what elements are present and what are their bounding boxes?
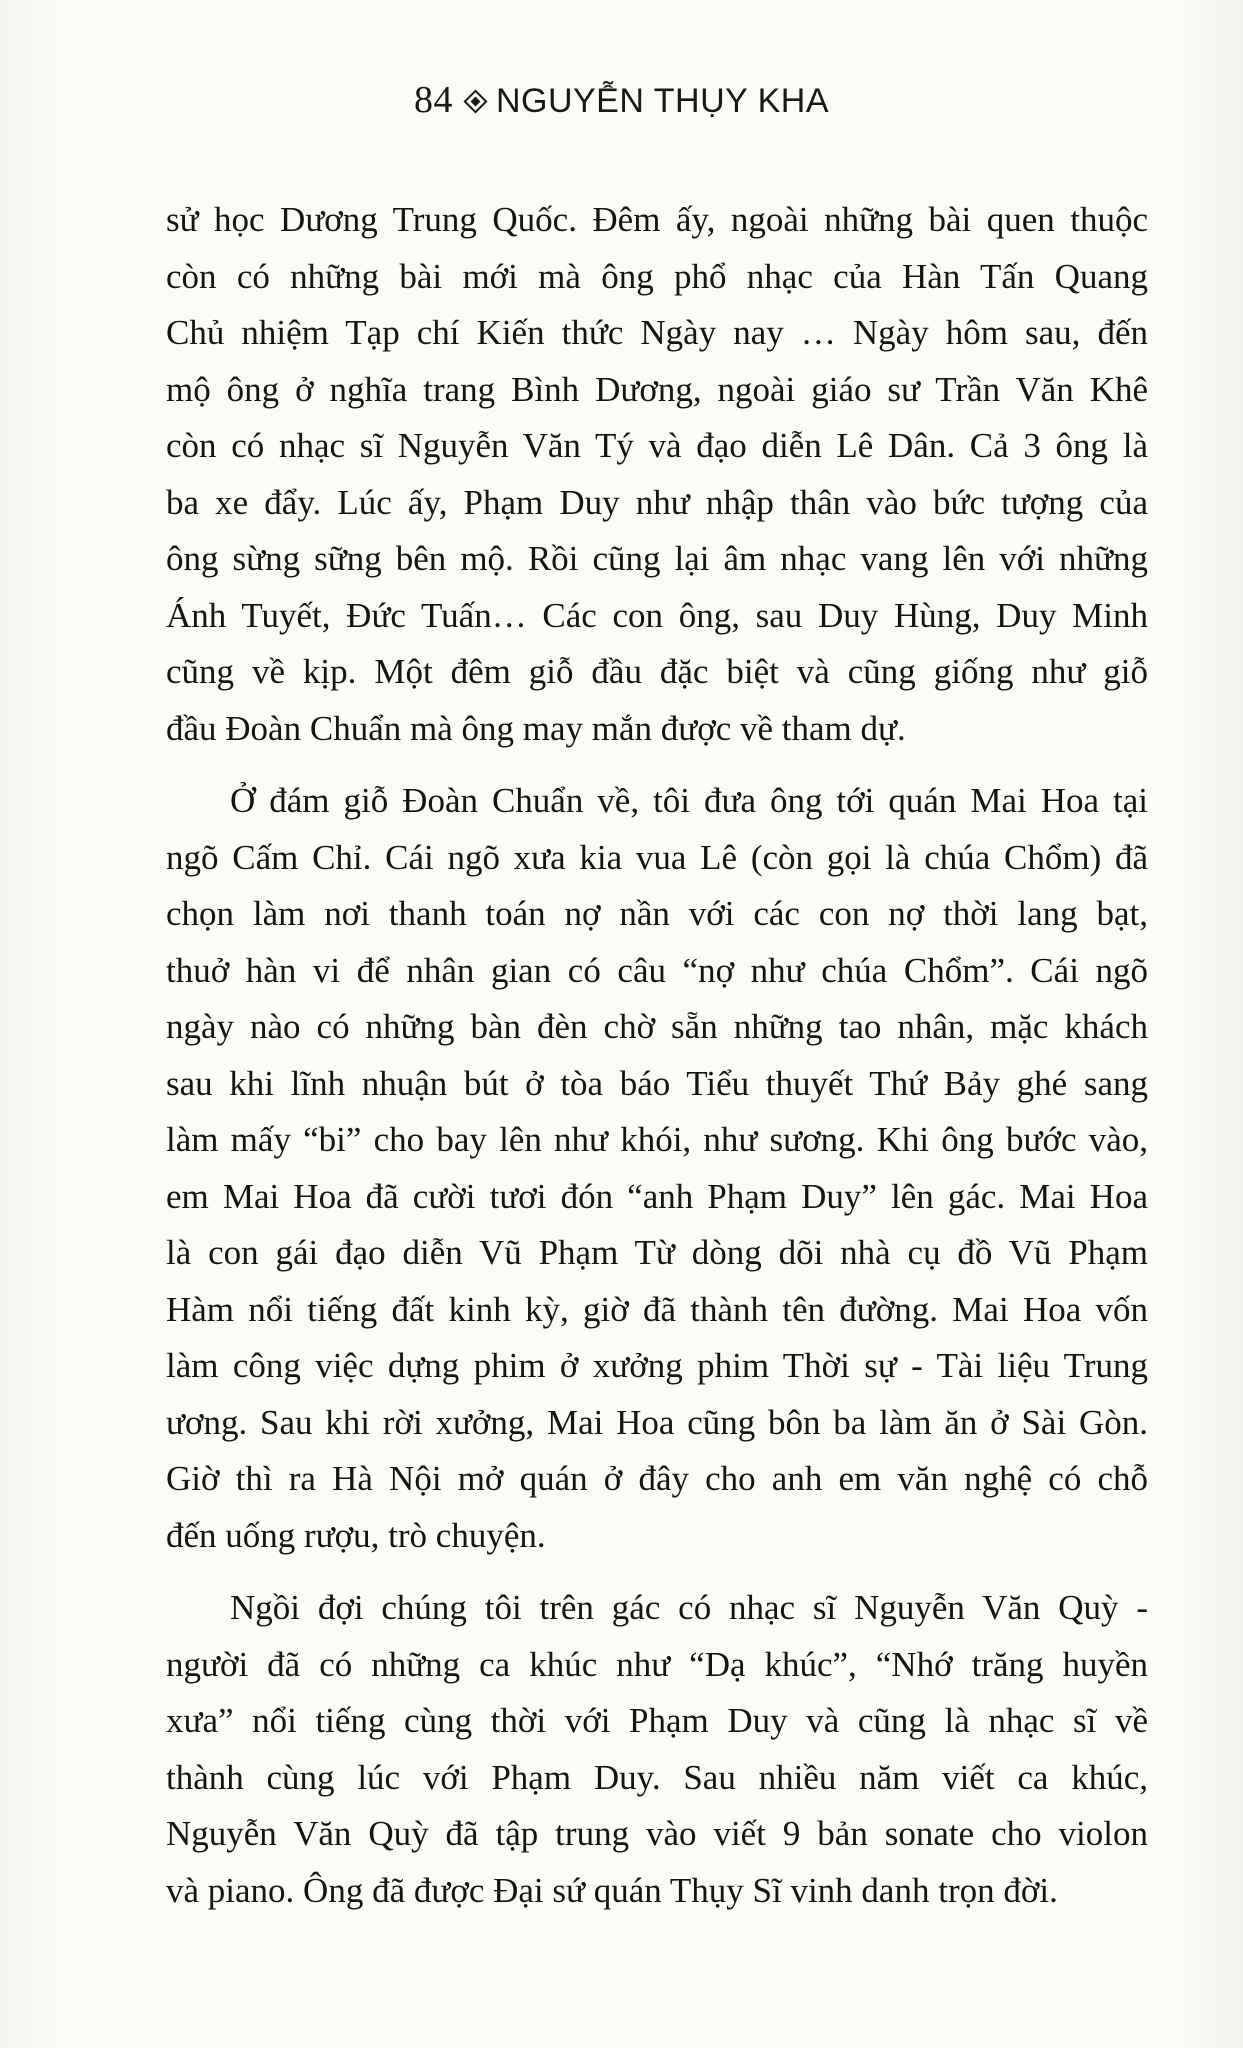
text-line: ngõ Cấm Chỉ. Cái ngõ xưa kia vua Lê (còn gọi là chúa Chổm) đã: [166, 837, 1148, 877]
text-line: ông sừng sững bên mộ. Rồi cũng lại âm nhạc vang lên với những: [166, 539, 1148, 578]
text-line: Ở đám giỗ Đoàn Chuẩn về, tôi đưa ông tới quán Mai Hoa tại: [230, 781, 1148, 820]
text-line: sử học Dương Trung Quốc. Đêm ấy, ngoài những bài quen thuộc: [166, 200, 1148, 239]
diamond-ornament-icon: [463, 89, 487, 113]
text-line: Ánh Tuyết, Đức Tuấn… Các con ông, sau Duy Hùng, Duy Minh: [166, 595, 1148, 635]
text-line: Ngồi đợi chúng tôi trên gác có nhạc sĩ Nguyễn Văn Quỳ -: [230, 1588, 1148, 1627]
text-line: ương. Sau khi rời xưởng, Mai Hoa cũng bôn ba làm ăn ở Sài Gòn.: [166, 1402, 1148, 1442]
paragraph: [166, 192, 1148, 757]
text-line: chọn làm nơi thanh toán nợ nần với các con nợ thời lang bạt,: [166, 894, 1148, 933]
text-line: thành cùng lúc với Phạm Duy. Sau nhiều năm viết ca khúc,: [166, 1757, 1148, 1797]
text-line: mộ ông ở nghĩa trang Bình Dương, ngoài giáo sư Trần Văn Khê: [166, 369, 1148, 409]
text-line: đến uống rượu, trò chuyện.: [166, 1515, 546, 1555]
text-line: và piano. Ông đã được Đại sứ quán Thụy Sĩ vinh danh trọn đời.: [166, 1870, 1058, 1910]
text-line: Hàm nổi tiếng đất kinh kỳ, giờ đã thành tên đường. Mai Hoa vốn: [166, 1289, 1148, 1329]
page-number: 84: [413, 79, 453, 121]
text-line: còn có những bài mới mà ông phổ nhạc của Hàn Tấn Quang: [166, 256, 1148, 296]
text-line: Giờ thì ra Hà Nội mở quán ở đây cho anh em văn nghệ có chỗ: [166, 1459, 1148, 1498]
author-name: NGUYỄN THỤY KHA: [495, 82, 830, 120]
text-line: làm mấy “bi” cho bay lên như khói, như sương. Khi ông bước vào,: [166, 1120, 1148, 1159]
text-line: em Mai Hoa đã cười tươi đón “anh Phạm Duy” lên gác. Mai Hoa: [166, 1176, 1148, 1216]
text-line: xưa” nổi tiếng cùng thời với Phạm Duy và cũng là nhạc sĩ về: [166, 1701, 1148, 1740]
text-line: người đã có những ca khúc như “Dạ khúc”, “Nhớ trăng huyền: [166, 1644, 1148, 1684]
text-line: đầu Đoàn Chuẩn mà ông may mắn được về tham dự.: [166, 708, 906, 748]
text-line: ngày nào có những bàn đèn chờ sẵn những tao nhân, mặc khách: [166, 1007, 1148, 1046]
text-line: Nguyễn Văn Quỳ đã tập trung vào viết 9 bản sonate cho violon: [166, 1814, 1148, 1853]
running-header: [0, 78, 1243, 122]
text-line: còn có nhạc sĩ Nguyễn Văn Tý và đạo diễn Lê Dân. Cả 3 ông là: [166, 426, 1148, 465]
paragraph: [166, 773, 1148, 1564]
text-line: là con gái đạo diễn Vũ Phạm Từ dòng dõi nhà cụ đồ Vũ Phạm: [166, 1233, 1148, 1272]
text-line: sau khi lĩnh nhuận bút ở tòa báo Tiểu thuyết Thứ Bảy ghé sang: [166, 1063, 1148, 1103]
paragraph: [166, 1580, 1148, 1919]
text-line: cũng về kịp. Một đêm giỗ đầu đặc biệt và cũng giống như giỗ: [166, 652, 1148, 691]
text-line: làm công việc dựng phim ở xưởng phim Thời sự - Tài liệu Trung: [166, 1346, 1148, 1385]
text-line: ba xe đẩy. Lúc ấy, Phạm Duy như nhập thân vào bức tượng của: [166, 482, 1148, 522]
page-body-text: [166, 192, 1148, 1935]
text-line: thuở hàn vi để nhân gian có câu “nợ như chúa Chổm”. Cái ngõ: [166, 950, 1148, 990]
text-line: Chủ nhiệm Tạp chí Kiến thức Ngày nay … Ngày hôm sau, đến: [166, 313, 1148, 352]
